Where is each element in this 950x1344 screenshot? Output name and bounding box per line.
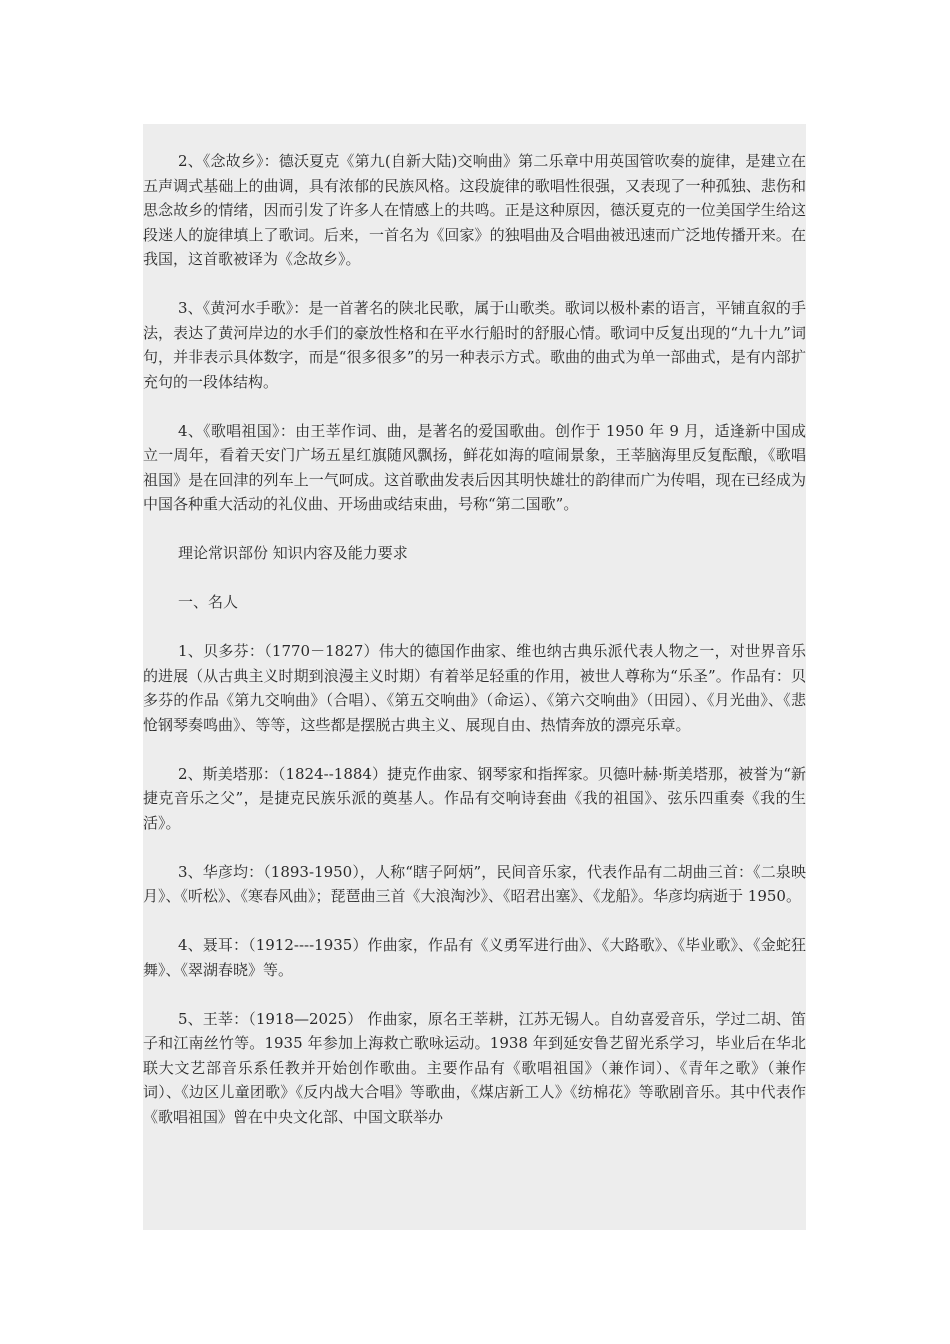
- section-heading-famous-people: 一、名人: [178, 593, 239, 611]
- paragraph-smetana: 2、斯美塔那：（1824--1884）捷克作曲家、钢琴家和指挥家。贝德叶赫·斯美塔那，被誉为“新捷克音乐之父”，是捷克民族乐派的奠基人。作品有交响诗套曲《我的祖国》、弦乐四重奏《我的生活》。: [143, 764, 806, 832]
- paragraph-wang-shen: 5、王莘：（1918—2025） 作曲家，原名王莘耕，江苏无锡人。自幼喜爱音乐，学过二胡、笛子和江南丝竹等。1935 年参加上海救亡歌咏运动。1938 年到延安鲁艺留光系学习，毕业后在华北联大文艺部音乐系任教并开始创作歌曲。主要作品有《歌唱祖国》（兼作词）、《青年之歌》（兼作词）、《边区儿童团歌》《反内战大合唱》等歌曲，《煤店新工人》《纺棉花》等歌剧音乐。其中代表作《歌唱祖国》曾在中央文化部、中国文联举办: [143, 1009, 806, 1126]
- paragraph-huanghe-shuishou: 3、《黄河水手歌》：是一首著名的陕北民歌，属于山歌类。歌词以极朴素的语言，平铺直叙的手法，表达了黄河岸边的水手们的豪放性格和在平水行船时的舒服心情。歌词中反复出现的“九十九”词句，并非表示具体数字，而是“很多很多”的另一种表示方式。歌曲的曲式为单一部曲式，是有内部扩充句的一段体结构。: [143, 299, 806, 391]
- paragraph-beethoven: 1、贝多芬：（1770－1827）伟大的德国作曲家、维也纳古典乐派代表人物之一，对世界音乐的进展（从古典主义时期到浪漫主义时期）有着举足轻重的作用，被世人尊称为“乐圣”。作品有：贝多芬的作品《第九交响曲》（合唱）、《第五交响曲》（命运）、《第六交响曲》（田园）、《月光曲》、《悲怆钢琴奏鸣曲》、等等，这些都是摆脱古典主义、展现自由、热情奔放的漂亮乐章。: [143, 642, 806, 734]
- document-body: [143, 149, 806, 1154]
- paragraph-nie-er: 4、聂耳：（1912----1935）作曲家，作品有《义勇军进行曲》、《大路歌》、《毕业歌》、《金蛇狂舞》、《翠湖春晓》等。: [143, 936, 806, 979]
- paragraph-gechang-zuguo: 4、《歌唱祖国》：由王莘作词、曲，是著名的爱国歌曲。创作于 1950 年 9 月，适逢新中国成立一周年，看着天安门广场五星红旗随风飘扬，鲜花如海的喧闹景象，王莘脑海里反复酝酿，《歌唱祖国》是在回津的列车上一气呵成。这首歌曲发表后因其明快雄壮的韵律而广为传唱，现在已经成为中国各种重大活动的礼仪曲、开场曲或结束曲，号称“第二国歌”。: [143, 421, 806, 513]
- document-text-block: [143, 124, 806, 1230]
- paragraph-nian-guxiang: 2、《念故乡》：德沃夏克《第九(自新大陆)交响曲》第二乐章中用英国管吹奏的旋律，是建立在五声调式基础上的曲调，具有浓郁的民族风格。这段旋律的歌唱性很强，又表现了一种孤独、悲伤和思念故乡的情绪，因而引发了许多人在情感上的共鸣。正是这种原因，德沃夏克的一位美国学生给这段迷人的旋律填上了歌词。后来，一首名为《回家》的独唱曲及合唱曲被迅速而广泛地传播开来。在我国，这首歌被译为《念故乡》。: [143, 152, 806, 268]
- section-heading-theory: 理论常识部份 知识内容及能力要求: [178, 544, 408, 562]
- paragraph-hua-yanjun: 3、华彦均：（1893-1950），人称“瞎子阿炳”，民间音乐家，代表作品有二胡曲三首：《二泉映月》、《听松》、《寒春风曲》；琵琶曲三首《大浪淘沙》、《昭君出塞》、《龙船》。华彦均病逝于 1950。: [143, 862, 806, 905]
